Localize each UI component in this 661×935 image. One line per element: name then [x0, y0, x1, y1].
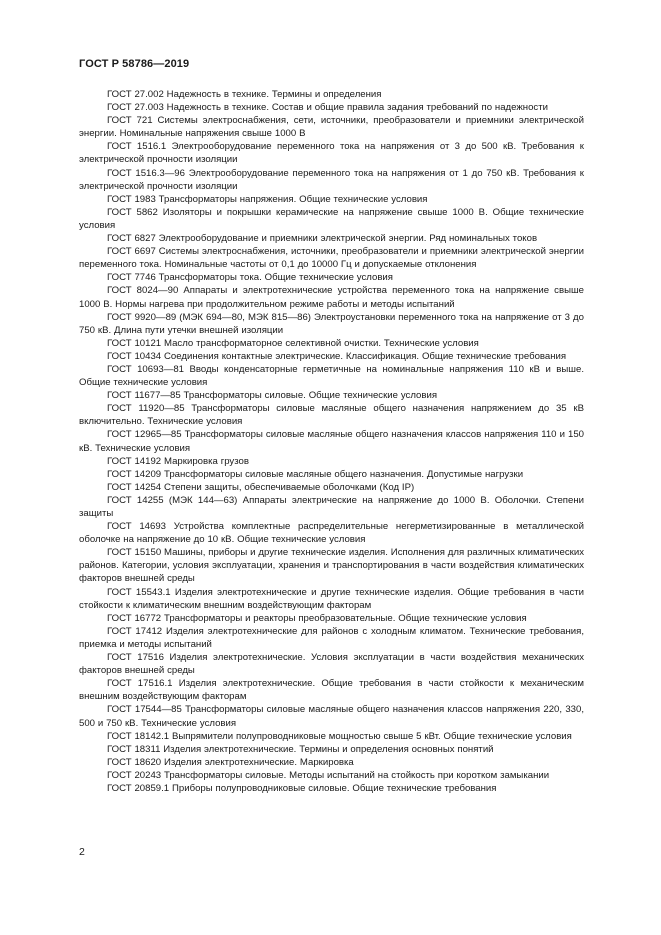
- reference-item: ГОСТ 20243 Трансформаторы силовые. Методы испытаний на стойкость при коротком замыкании: [107, 769, 550, 781]
- reference-item: ГОСТ 17412 Изделия электротехнические для районов с холодным климатом. Технические требования, приемка и методы испытаний: [79, 625, 584, 650]
- reference-item: ГОСТ 1983 Трансформаторы напряжения. Общие технические условия: [107, 193, 428, 205]
- reference-item: ГОСТ 6697 Системы электроснабжения, источники, преобразователи и приемники электрической энергии переменного тока. Номинальные частоты от 0,1 до 10000 Гц и допускаемые отклонения: [79, 246, 584, 271]
- page-number: 2: [79, 846, 85, 858]
- reference-item: ГОСТ 6827 Электрооборудование и приемники электрической энергии. Ряд номинальных токов: [107, 233, 538, 245]
- reference-item: ГОСТ 14254 Степени защиты, обеспечиваемые оболочками (Код IP): [107, 481, 415, 493]
- reference-item: ГОСТ 27.002 Надежность в технике. Термины и определения: [107, 89, 382, 100]
- reference-item: ГОСТ 10434 Соединения контактные электрические. Классификация. Общие технические требования: [107, 350, 567, 362]
- reference-item: ГОСТ 20859.1 Приборы полупроводниковые силовые. Общие технические требования: [107, 782, 497, 794]
- reference-item: ГОСТ 14209 Трансформаторы силовые масляные общего назначения. Допустимые нагрузки: [107, 468, 524, 480]
- reference-item: ГОСТ 721 Системы электроснабжения, сети, источники, преобразователи и приемники электрической энергии. Номинальные напряжения свыше 1000 В: [79, 115, 584, 140]
- reference-item: ГОСТ 14255 (МЭК 144—63) Аппараты электрические на напряжение до 1000 В. Оболочки. Степени защиты: [79, 494, 584, 519]
- reference-item: ГОСТ 14693 Устройства комплектные распределительные негерметизированные в металлической оболочке на напряжение до 10 кВ. Общие технические условия: [79, 521, 584, 546]
- reference-item: ГОСТ 10693—81 Вводы конденсаторные герметичные на номинальные напряжения 110 кВ и выше. Общие технические условия: [79, 363, 584, 389]
- reference-item: ГОСТ 10121 Масло трансформаторное селективной очистки. Технические условия: [107, 337, 479, 349]
- reference-item: ГОСТ 15150 Машины, приборы и другие технические изделия. Исполнения для различных климатических районов. Категории, условия эксплуатации, хранения и транспортирования в части воздействия климатических факторов внешней среды: [79, 547, 584, 585]
- reference-item: ГОСТ 17516.1 Изделия электротехнические. Общие требования в части стойкости к механическим внешним воздействующим факторам: [79, 678, 584, 703]
- reference-item: ГОСТ 8024—90 Аппараты и электротехнические устройства переменного тока на напряжение свыше 1000 В. Нормы нагрева при продолжительном режиме работы и методы испытаний: [79, 285, 584, 310]
- reference-item: ГОСТ 18311 Изделия электротехнические. Термины и определения основных понятий: [107, 743, 494, 755]
- reference-item: ГОСТ 9920—89 (МЭК 694—80, МЭК 815—86) Электроустановки переменного тока на напряжение от 3 до 750 кВ. Длина пути утечки внешней изоляции: [79, 311, 584, 336]
- reference-item: ГОСТ 17544—85 Трансформаторы силовые масляные общего назначения классов напряжения 220, 330, 500 и 750 кВ. Технические условия: [79, 704, 584, 729]
- reference-item: ГОСТ 15543.1 Изделия электротехнические и другие технические изделия. Общие требования в части стойкости к климатическим внешним воздействующим факторам: [79, 586, 584, 611]
- reference-item: ГОСТ 1516.3—96 Электрооборудование переменного тока на напряжения от 1 до 750 кВ. Требования к электрической прочности изоляции: [79, 167, 584, 192]
- reference-item: ГОСТ 16772 Трансформаторы и реакторы преобразовательные. Общие технические условия: [107, 612, 527, 624]
- reference-item: ГОСТ 17516 Изделия электротехнические. Условия эксплуатации в части воздействия механических факторов внешней среды: [79, 652, 584, 677]
- reference-item: ГОСТ 14192 Маркировка грузов: [107, 455, 249, 467]
- document-header: ГОСТ Р 58786—2019: [79, 58, 190, 70]
- reference-item: ГОСТ 5862 Изоляторы и покрышки керамические на напряжение свыше 1000 В. Общие технические условия: [79, 206, 584, 231]
- reference-item: ГОСТ 18142.1 Выпрямители полупроводниковые мощностью свыше 5 кВт. Общие технические условия: [107, 730, 572, 742]
- normative-references-list: [79, 88, 584, 795]
- reference-item: ГОСТ 27.003 Надежность в технике. Состав и общие правила задания требований по надежности: [107, 102, 548, 114]
- reference-item: ГОСТ 11677—85 Трансформаторы силовые. Общие технические условия: [107, 390, 438, 402]
- reference-item: ГОСТ 18620 Изделия электротехнические. Маркировка: [107, 756, 354, 768]
- reference-item: ГОСТ 11920—85 Трансформаторы силовые масляные общего назначения напряжением до 35 кВ включительно. Технические условия: [79, 403, 584, 428]
- reference-item: ГОСТ 12965—85 Трансформаторы силовые масляные общего назначения классов напряжения 110 и 150 кВ. Технические условия: [79, 429, 584, 454]
- reference-item: ГОСТ 7746 Трансформаторы тока. Общие технические условия: [107, 272, 393, 284]
- reference-item: ГОСТ 1516.1 Электрооборудование переменного тока на напряжения от 3 до 500 кВ. Требования к электрической прочности изоляции: [79, 141, 584, 166]
